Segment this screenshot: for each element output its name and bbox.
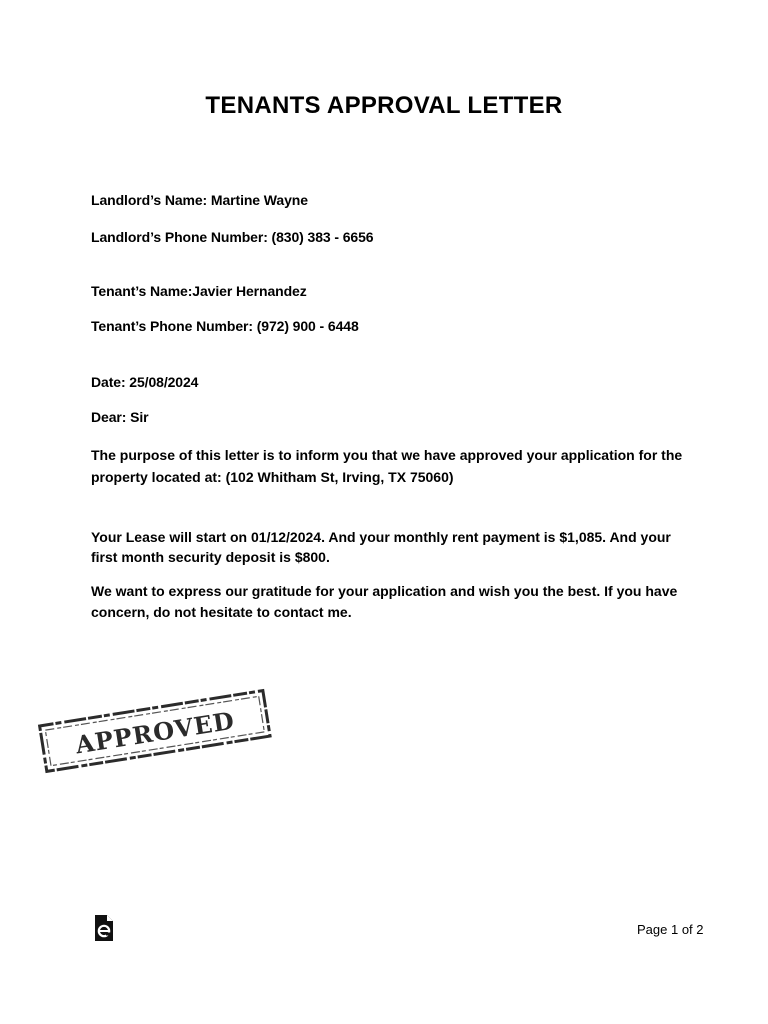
- page-number: Page 1 of 2: [637, 922, 704, 937]
- eforms-logo-icon: [94, 914, 114, 942]
- document-title: TENANTS APPROVAL LETTER: [205, 92, 563, 119]
- stamp-text: APPROVED: [73, 705, 237, 760]
- paragraph-lease-terms: Your Lease will start on 01/12/2024. And your monthly rent payment is $1,085. And your first month security deposit is $800.: [91, 529, 671, 565]
- tenant-name: Tenant’s Name:Javier Hernandez: [91, 283, 307, 299]
- paragraph-approval: The purpose of this letter is to inform you that we have approved your application for the property located at: (102 Whitham St, Irving, TX 75060): [91, 447, 683, 485]
- landlord-name: Landlord’s Name: Martine Wayne: [91, 192, 308, 208]
- tenant-phone: Tenant’s Phone Number: (972) 900 - 6448: [91, 318, 359, 334]
- landlord-phone: Landlord’s Phone Number: (830) 383 - 6656: [91, 229, 374, 245]
- letter-date: Date: 25/08/2024: [91, 374, 199, 390]
- salutation: Dear: Sir: [91, 409, 149, 425]
- approved-stamp: [30, 688, 280, 776]
- paragraph-closing: We want to express our gratitude for your application and wish you the best. If you have concern, do not hesitate to contact me.: [91, 583, 678, 620]
